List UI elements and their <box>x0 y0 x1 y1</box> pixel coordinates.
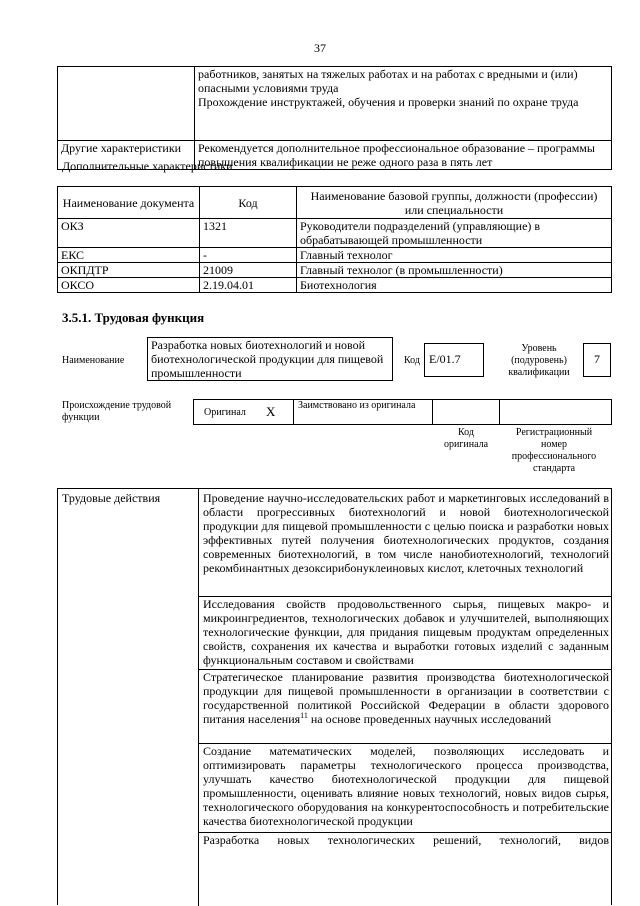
level-value: 7 <box>594 352 600 366</box>
footnote-ref: 11 <box>300 711 308 720</box>
action-item: Исследования свойств продовольственного сырья, пищевых макро- и микроингредиентов, технологических добавок и улучшителей, выполняющих технологические функции, для придания пищевым продуктам определенных свойств, сохранения их качества и выработки готовых изделий с заданным функциональным составом и свойствами <box>203 597 609 667</box>
code-label: Код <box>404 355 420 366</box>
action-item: Создание математических моделей, позволяющих исследовать и оптимизировать параметры технологического процесса производства, улучшать качество биотехнологической продукции для пищевой промышленности, оценивать влияние новых технологий, новых видов сырья, технологического оборудования на конкурентоспособность и потребительские качества биотехнологической продукции <box>203 744 609 828</box>
cell-code: 1321 <box>200 219 297 248</box>
other-characteristics-label: Другие характеристики <box>58 141 195 170</box>
origin-label: Происхождение трудовой функции <box>62 400 172 423</box>
additional-characteristics-table <box>57 186 612 293</box>
name-label: Наименование <box>62 355 125 366</box>
level-label: Уровень (подуровень) квалификации <box>508 343 570 378</box>
function-name-value: Разработка новых биотехнологий и новой биотехнологической продукции для пищевой промышленности <box>151 338 384 380</box>
cell-code: 2.19.04.01 <box>200 278 297 293</box>
header-group: Наименование базовой группы, должности (профессии) или специальности <box>297 187 612 219</box>
cell-doc: ОКСО <box>58 278 200 293</box>
actions-label: Трудовые действия <box>62 491 161 505</box>
cell-code: - <box>200 248 297 263</box>
cell-name: Руководители подразделений (управляющие) в обрабатывающей промышленности <box>297 219 612 248</box>
level-box <box>583 343 611 377</box>
registration-number-label: Регистрационный номер профессионального стандарта <box>511 427 597 474</box>
cell-name: Главный технолог <box>297 248 612 263</box>
cell-code: 21009 <box>200 263 297 278</box>
action-item: Проведение научно-исследовательских работ и маркетинговых исследований в области прогрессивных биотехнологий и новой биотехнологической продукции для пищевой промышленности с целью поиска и разработки новых эффективных путей получения биотехнологических продуктов, создания современных биотехнологий, в том числе нанобиотехнологий, технологий рекомбинантных дезоксирибонуклеиновых кислот, клеточных технологий <box>203 491 609 575</box>
cell-doc: ОКПДТР <box>58 263 200 278</box>
origin-box <box>193 399 612 425</box>
code-box <box>424 343 484 377</box>
table-row <box>58 263 612 278</box>
action-item: Разработка новых технологических решений, технологий, видов <box>203 833 609 847</box>
table-row <box>58 278 612 293</box>
original-mark: X <box>266 404 276 419</box>
header-doc: Наименование документа <box>58 187 200 219</box>
other-characteristics-value: Рекомендуется дополнительное профессиональное образование – программы повышения квалификации не реже одного раза в пять лет <box>195 141 612 170</box>
borrowed-label: Заимствовано из оригинала <box>298 400 416 411</box>
table-row <box>58 248 612 263</box>
page-number: 37 <box>314 41 326 55</box>
code-value: E/01.7 <box>429 352 461 366</box>
cell-doc: ЕКС <box>58 248 200 263</box>
cell-name: Главный технолог (в промышленности) <box>297 263 612 278</box>
function-name-box <box>147 337 393 381</box>
additional-characteristics-title: Дополнительные характеристики <box>62 159 233 173</box>
top-cell-text-2: Прохождение инструктажей, обучения и проверки знаний по охране труда <box>198 95 579 109</box>
original-label: Оригинал <box>204 407 246 418</box>
original-code-label: Код оригинала <box>443 427 489 450</box>
section-heading: 3.5.1. Трудовая функция <box>62 310 205 325</box>
top-cell-text-1: работников, занятых на тяжелых работах и на работах с вредными и (или) опасными условиями труда <box>198 67 578 95</box>
header-code: Код <box>200 187 297 219</box>
cell-name: Биотехнология <box>297 278 612 293</box>
action-item: Стратегическое планирование развития производства биотехнологической продукции для пищевой промышленности в организации в соответствии с государственной политикой Российской Федерации в области здорового питания населения$^{11}$ на основе проведенных научных исследований <box>203 670 609 726</box>
actions-table <box>57 488 612 905</box>
cell-doc: ОКЗ <box>58 219 200 248</box>
table-row <box>58 219 612 248</box>
top-characteristics-table <box>57 66 612 170</box>
